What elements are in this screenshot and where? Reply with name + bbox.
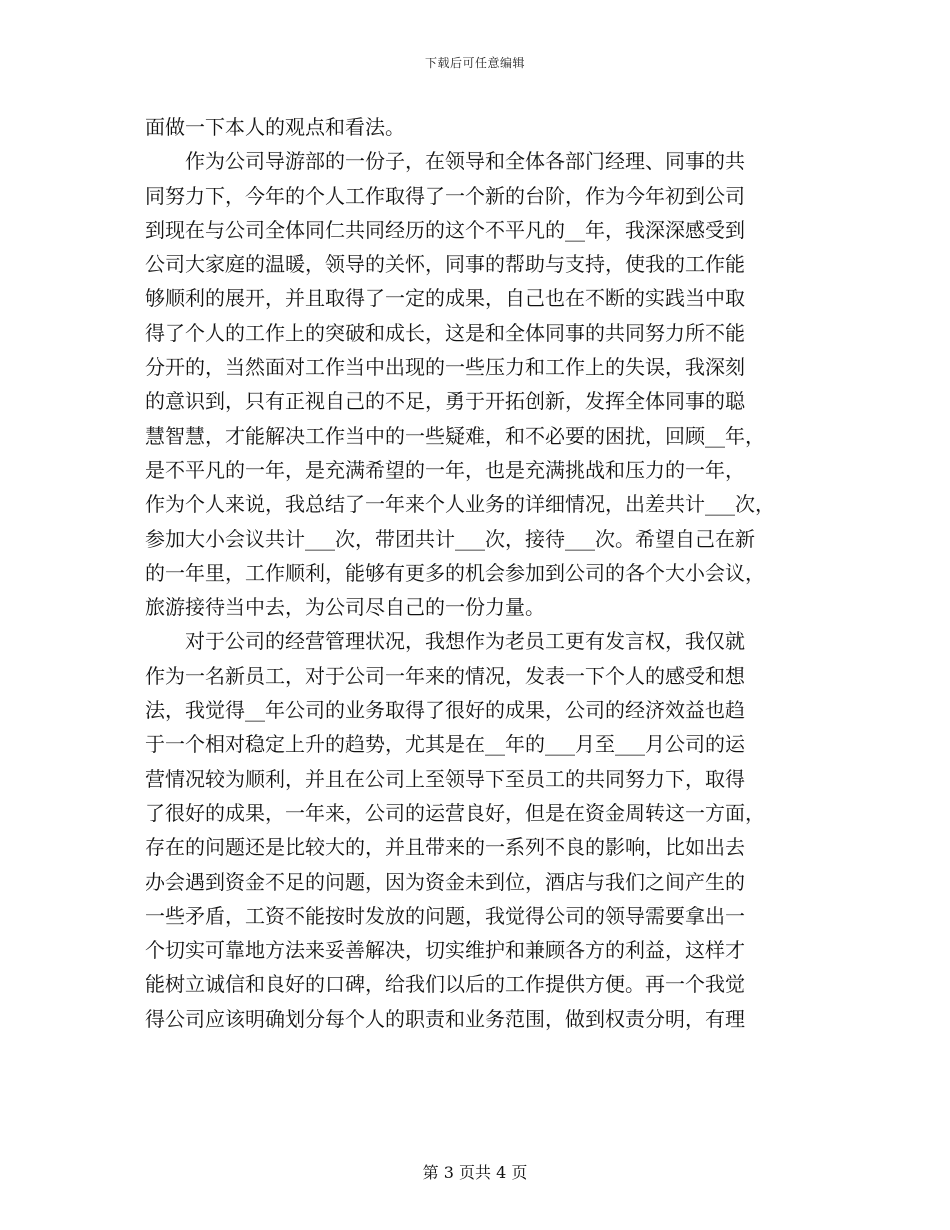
text-line: 法，我觉得__年公司的业务取得了很好的成果，公司的经济效益也趋 xyxy=(145,698,745,723)
text-line: 到现在与公司全体同仁共同经历的这个不平凡的__年，我深深感受到 xyxy=(145,217,745,242)
text-line: 面做一下本人的观点和看法。 xyxy=(145,115,405,139)
text-line: 得了个人的工作上的突破和成长，这是和全体同事的共同努力所不能 xyxy=(145,320,745,345)
text-line: 旅游接待当中去，为公司尽自己的一份力量。 xyxy=(145,595,545,620)
text-line: 慧智慧，才能解决工作当中的一些疑难，和不必要的困扰，回顾__年， xyxy=(145,423,765,448)
text-line: 的意识到，只有正视自己的不足，勇于开拓创新，发挥全体同事的聪 xyxy=(145,389,745,414)
text-line: 同努力下，今年的个人工作取得了一个新的台阶，作为今年初到公司 xyxy=(145,183,745,208)
text-line: 是不平凡的一年，是充满希望的一年，也是充满挑战和压力的一年， xyxy=(145,457,745,482)
page-footer: 第 3 页共 4 页 xyxy=(422,1163,528,1182)
text-line: 够顺利的展开，并且取得了一定的成果，自己也在不断的实践当中取 xyxy=(145,286,745,311)
body-text xyxy=(145,110,805,1036)
text-line: 能树立诚信和良好的口碑，给我们以后的工作提供方便。再一个我觉 xyxy=(145,972,745,997)
text-line: 一些矛盾，工资不能按时发放的问题，我觉得公司的领导需要拿出一 xyxy=(145,903,745,928)
text-line: 得公司应该明确划分每个人的职责和业务范围，做到权责分明，有理 xyxy=(145,1006,745,1031)
text-line: 办会遇到资金不足的问题，因为资金未到位，酒店与我们之间产生的 xyxy=(145,869,745,894)
text-line: 于一个相对稳定上升的趋势，尤其是在__年的___月至___月公司的运 xyxy=(145,732,745,757)
text-line: 了很好的成果，一年来，公司的运营良好，但是在资金周转这一方面， xyxy=(145,800,765,825)
text-line: 个切实可靠地方法来妥善解决，切实维护和兼顾各方的利益，这样才 xyxy=(145,938,745,963)
text-line: 作为一名新员工，对于公司一年来的情况，发表一下个人的感受和想 xyxy=(145,663,745,688)
text-line: 作为个人来说，我总结了一年来个人业务的详细情况，出差共计___次， xyxy=(145,492,775,517)
text-line: 营情况较为顺利，并且在公司上至领导下至员工的共同努力下，取得 xyxy=(145,766,745,791)
text-line: 分开的，当然面对工作当中出现的一些压力和工作上的失误，我深刻 xyxy=(145,355,745,380)
text-line: 的一年里，工作顺利，能够有更多的机会参加到公司的各个大小会议， xyxy=(145,560,765,585)
text-line: 参加大小会议共计___次，带团共计___次，接待___次。希望自己在新 xyxy=(145,526,755,551)
text-line: 作为公司导游部的一份子，在领导和全体各部门经理、同事的共 xyxy=(145,149,745,174)
text-line: 存在的问题还是比较大的，并且带来的一系列不良的影响，比如出去 xyxy=(145,835,745,860)
text-line: 对于公司的经营管理状况，我想作为老员工更有发言权，我仅就 xyxy=(145,629,745,654)
text-line: 公司大家庭的温暖，领导的关怀，同事的帮助与支持，使我的工作能 xyxy=(145,252,745,277)
page-header: 下载后可任意编辑 xyxy=(424,56,525,70)
